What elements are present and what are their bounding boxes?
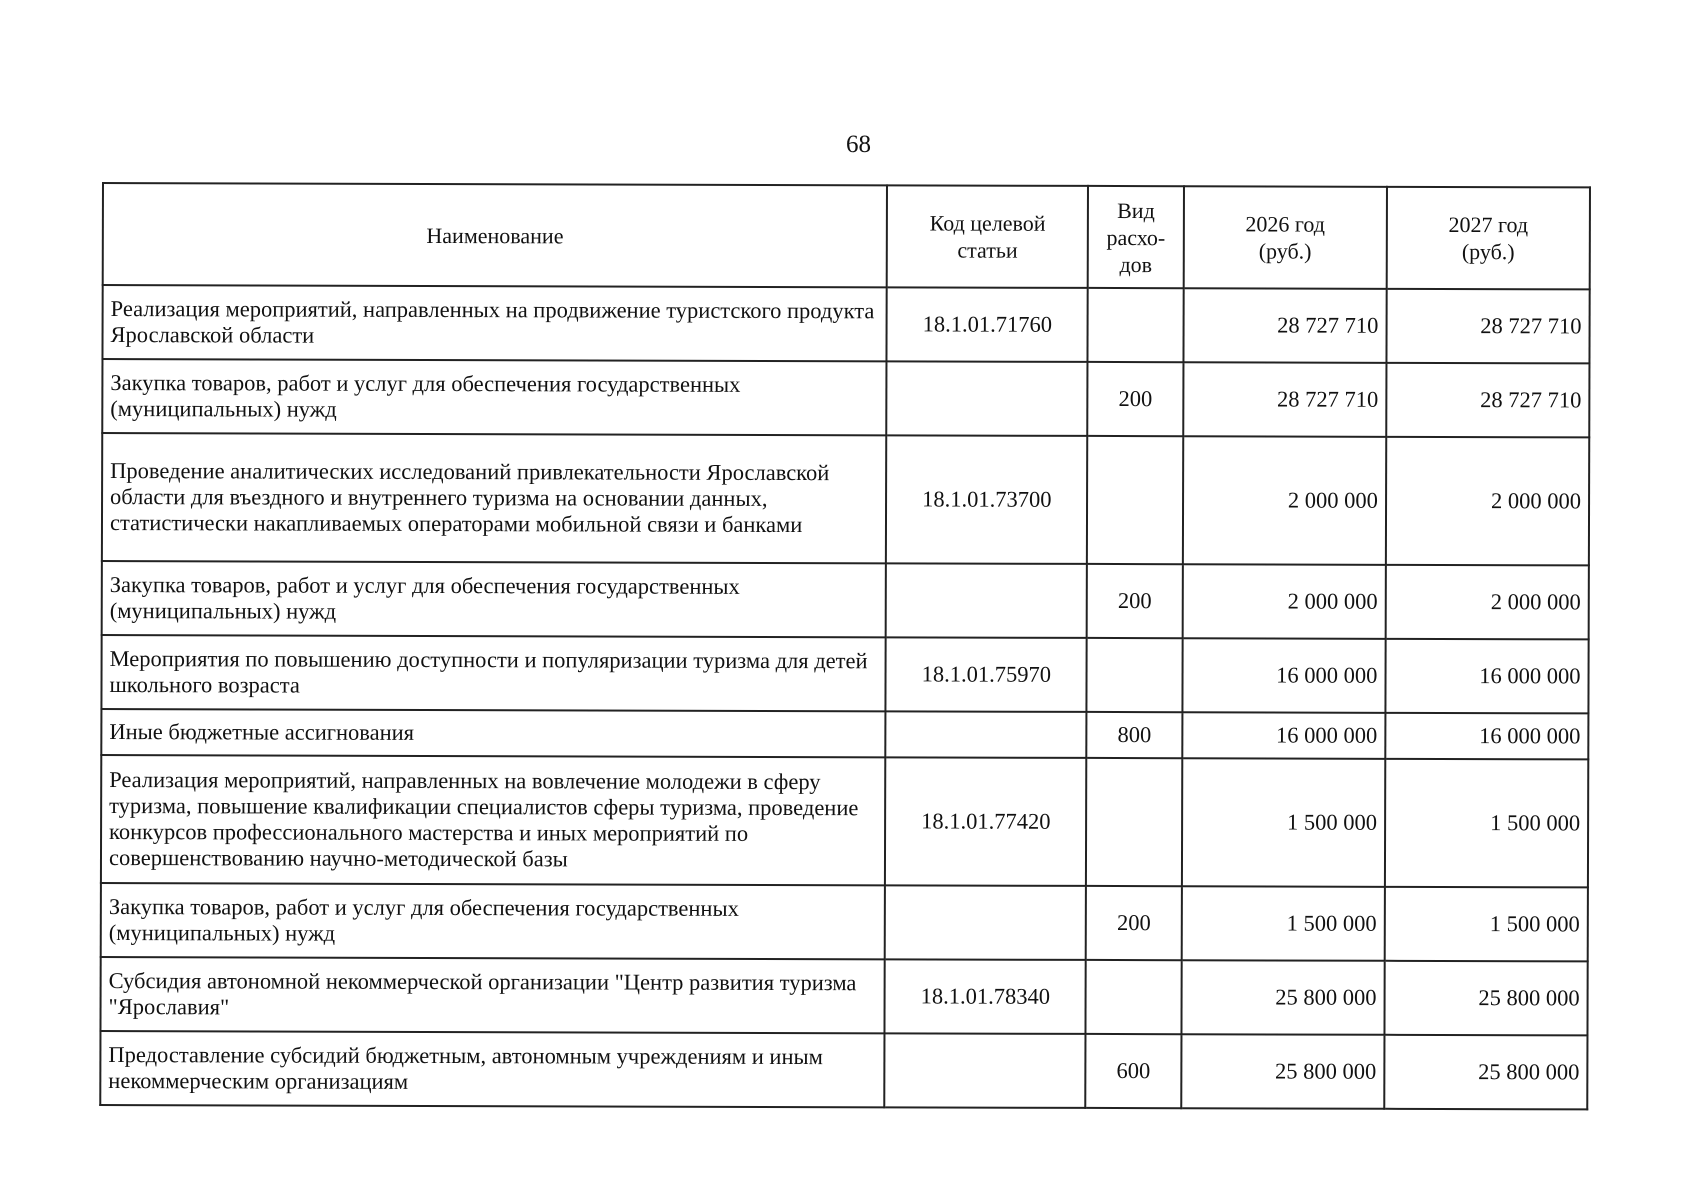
header-code [887, 185, 1088, 288]
table-row [100, 1031, 1587, 1109]
row-name: Закупка товаров, работ и услуг для обеспечения государственных (муниципальных) нужд [102, 561, 886, 637]
header-code-line: статьи [957, 237, 1018, 263]
table-row [102, 359, 1589, 437]
row-expense-type [1087, 638, 1183, 712]
header-expense-type-line: расхо- [1106, 224, 1166, 250]
table-row [102, 433, 1589, 565]
row-code: 18.1.01.71760 [887, 287, 1088, 362]
row-amount-2026: 28 727 710 [1183, 288, 1386, 363]
row-amount-2026: 16 000 000 [1182, 638, 1385, 713]
header-name: Наименование [103, 183, 888, 287]
row-amount-2027: 28 727 710 [1386, 289, 1589, 364]
row-amount-2027: 25 800 000 [1384, 1035, 1587, 1110]
row-amount-2027: 16 000 000 [1385, 713, 1588, 760]
row-expense-type: 200 [1086, 886, 1182, 960]
row-amount-2027: 1 500 000 [1385, 887, 1588, 962]
row-code: 18.1.01.77420 [885, 757, 1086, 886]
row-code: 18.1.01.78340 [885, 959, 1086, 1034]
row-name: Предоставление субсидий бюджетным, автономным учреждениям и иным некоммерческим организациям [100, 1031, 884, 1107]
row-expense-type: 200 [1088, 362, 1184, 436]
row-amount-2026: 2 000 000 [1182, 564, 1385, 639]
row-amount-2027: 1 500 000 [1385, 759, 1589, 888]
row-expense-type [1086, 758, 1182, 886]
row-amount-2026: 16 000 000 [1182, 712, 1385, 759]
header-code-line: Код целевой [929, 210, 1046, 236]
row-amount-2027: 16 000 000 [1385, 639, 1588, 714]
row-expense-type: 600 [1086, 1034, 1182, 1108]
table-row [100, 957, 1587, 1035]
table-row [101, 755, 1588, 887]
row-amount-2026: 2 000 000 [1183, 436, 1386, 565]
table-row [101, 635, 1588, 713]
row-code [886, 361, 1087, 436]
row-expense-type: 200 [1087, 564, 1183, 638]
row-amount-2026: 1 500 000 [1182, 758, 1385, 887]
row-amount-2027: 25 800 000 [1384, 961, 1587, 1036]
row-code: 18.1.01.73700 [886, 435, 1087, 564]
row-name: Проведение аналитических исследований привлекательности Ярославской области для въездного и внутреннего туризма на основании данных, статистически накапливаемых операторами мобильной связи и банками [102, 433, 887, 563]
row-name: Реализация мероприятий, направленных на продвижение туристского продукта Ярославской области [102, 285, 886, 361]
header-expense-type-line: Вид [1117, 197, 1155, 223]
row-code: 18.1.01.75970 [886, 637, 1087, 712]
header-year-line: 2027 год [1448, 211, 1529, 238]
row-expense-type [1086, 960, 1182, 1034]
row-amount-2026: 25 800 000 [1181, 960, 1384, 1035]
header-year-line: (руб.) [1258, 238, 1312, 264]
budget-table [99, 182, 1591, 1110]
row-amount-2027: 28 727 710 [1386, 363, 1589, 438]
header-year-line: 2026 год [1245, 211, 1326, 237]
header-year-2027 [1387, 187, 1590, 290]
row-name: Реализация мероприятий, направленных на вовлечение молодежи в сферу туризма, повышение квалификации специалистов сферы туризма, проведение конкурсов профессионального мастерства и иных мероприятий по совершенствованию научно-методической базы [101, 755, 886, 885]
row-amount-2026: 25 800 000 [1181, 1034, 1384, 1109]
row-name: Иные бюджетные ассигнования [101, 709, 885, 757]
row-expense-type [1087, 436, 1183, 564]
table-row [101, 709, 1588, 759]
row-code [885, 885, 1086, 960]
header-expense-type-line: дов [1119, 251, 1153, 277]
row-amount-2026: 28 727 710 [1183, 362, 1386, 437]
row-amount-2027: 2 000 000 [1386, 437, 1590, 566]
row-name: Закупка товаров, работ и услуг для обеспечения государственных (муниципальных) нужд [102, 359, 886, 435]
row-code [886, 563, 1087, 638]
table-row [102, 561, 1589, 639]
row-name: Субсидия автономной некоммерческой организации "Центр развития туризма "Ярославия" [100, 957, 884, 1033]
row-name: Мероприятия по повышению доступности и популяризации туризма для детей школьного возраста [101, 635, 885, 711]
table-row [102, 285, 1589, 363]
table-header [103, 183, 1590, 289]
header-year-line: (руб.) [1461, 239, 1515, 265]
row-amount-2027: 2 000 000 [1386, 565, 1589, 640]
page-number: 68 [846, 131, 871, 158]
row-expense-type [1088, 288, 1184, 362]
header-expense-type [1088, 186, 1184, 288]
row-expense-type: 800 [1087, 712, 1183, 758]
table-body [100, 285, 1589, 1109]
row-code [884, 1033, 1085, 1108]
row-name: Закупка товаров, работ и услуг для обеспечения государственных (муниципальных) нужд [101, 883, 885, 959]
header-year-2026 [1183, 186, 1386, 289]
row-amount-2026: 1 500 000 [1181, 886, 1384, 961]
table-row [101, 883, 1588, 961]
row-code [886, 711, 1087, 758]
